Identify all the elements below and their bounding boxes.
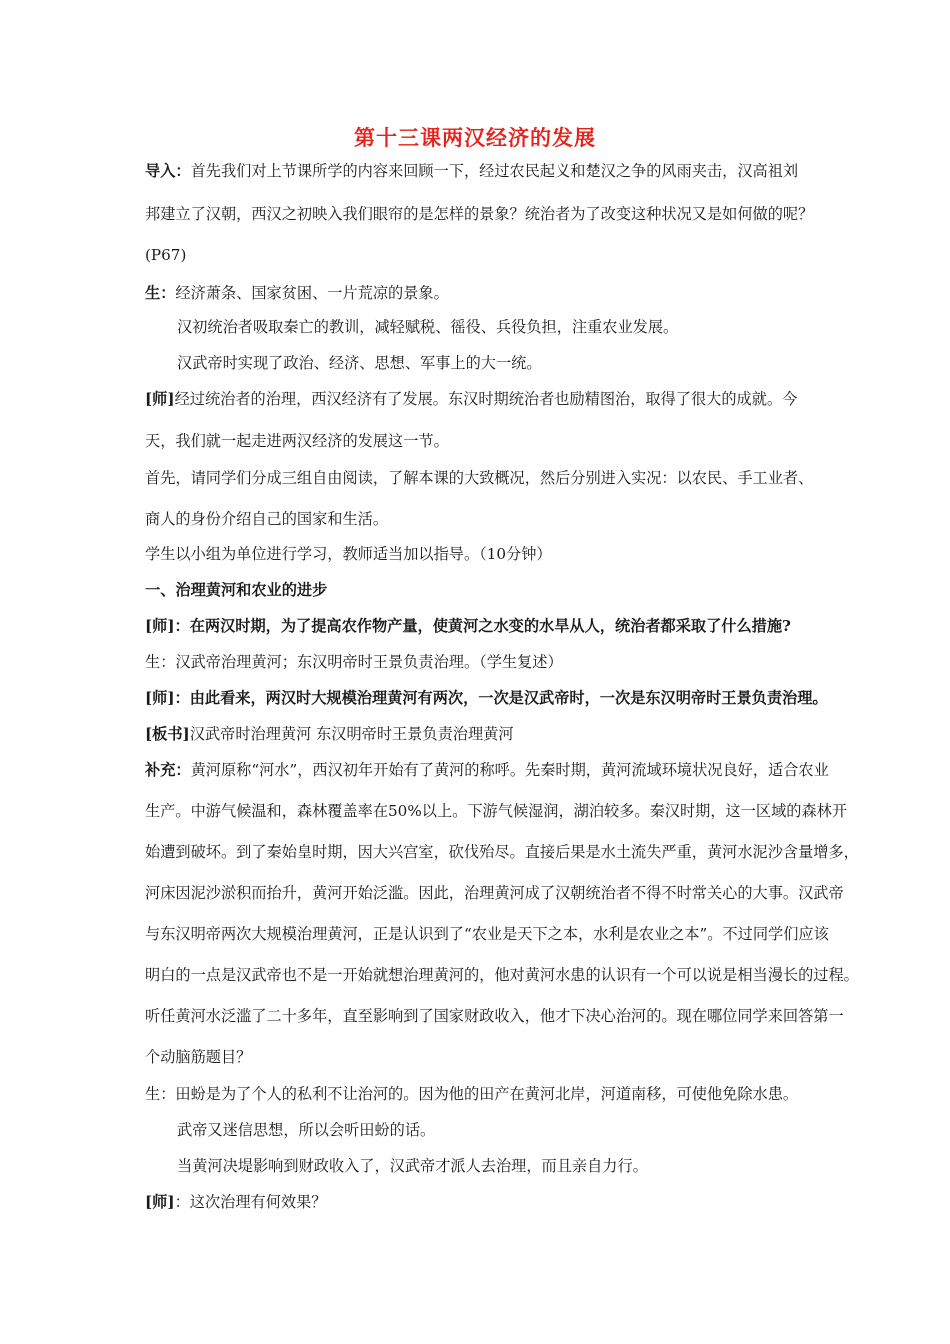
paragraph-line: 生产。中游气候温和，森林覆盖率在50%以上。下游气候湿润，湖泊较多。秦汉时期，这一区域的森林开 bbox=[145, 802, 848, 820]
paragraph-line: 学生以小组为单位进行学习，教师适当加以指导。（10分钟） bbox=[145, 545, 552, 563]
teacher-label: [师] bbox=[145, 390, 175, 408]
teacher-line bbox=[145, 1191, 937, 1213]
paragraph-line: 个动脑筋题目？ bbox=[145, 1048, 252, 1066]
teacher-question: [师]：在两汉时期，为了提高农作物产量，使黄河之水变的水旱从人，统治者都采取了什么措施? bbox=[145, 617, 791, 635]
paragraph-line: 明白的一点是汉武帝也不是一开始就想治理黄河的，他对黄河水患的认识有一个可以说是相当漫长的过程。 bbox=[145, 966, 859, 984]
paragraph-text: ：这次治理有何效果？ bbox=[174, 1193, 327, 1211]
paragraph-line: 邦建立了汉朝，西汉之初映入我们眼帘的是怎样的景象？统治者为了改变这种状况又是如何做的呢？ bbox=[145, 205, 814, 223]
intro-line bbox=[145, 160, 937, 182]
student-answer-line: 武帝又迷信思想，所以会听田蚡的话。 bbox=[177, 1121, 436, 1139]
supplement-line bbox=[145, 759, 937, 781]
paragraph-text: 黄河原称“河水”，西汉初年开始有了黄河的称呼。先秦时期，黄河流域环境状况良好，适合农业 bbox=[190, 761, 829, 779]
student-answer-line: 当黄河决堤影响到财政收入了，汉武帝才派人去治理，而且亲自力行。 bbox=[177, 1157, 648, 1175]
paragraph-line: 首先，请同学们分成三组自由阅读，了解本课的大致概况，然后分别进入实况：以农民、手工业者、 bbox=[145, 469, 814, 487]
student-label: 生： bbox=[145, 284, 176, 302]
student-answer-line: 生：汉武帝治理黄河；东汉明帝时王景负责治理。（学生复述） bbox=[145, 653, 563, 671]
paragraph-text: 汉武帝时治理黄河 东汉明帝时王景负责治理黄河 bbox=[189, 725, 514, 743]
supplement-label: 补充： bbox=[145, 761, 191, 779]
student-answer-line bbox=[145, 282, 937, 304]
intro-label: 导入： bbox=[145, 162, 191, 180]
page-reference: (P67) bbox=[145, 246, 187, 264]
paragraph-text: 经过统治者的治理，西汉经济有了发展。东汉时期统治者也励精图治，取得了很大的成就。今 bbox=[174, 390, 798, 408]
paragraph-line: 河床因泥沙淤积而抬升，黄河开始泛滥。因此，治理黄河成了汉朝统治者不得不时常关心的大事。汉武帝 bbox=[145, 884, 844, 902]
paragraph-line: 天，我们就一起走进两汉经济的发展这一节。 bbox=[145, 432, 449, 450]
teacher-line: [师]：由此看来，两汉时大规模治理黄河有两次，一次是汉武帝时，一次是东汉明帝时王景负责治理。 bbox=[145, 689, 828, 707]
student-answer-line: 汉初统治者吸取秦亡的教训，减轻赋税、徭役、兵役负担，注重农业发展。 bbox=[177, 318, 679, 336]
paragraph-line: 商人的身份介绍自己的国家和生活。 bbox=[145, 510, 388, 528]
paragraph-text: 经济萧条、国家贫困、一片荒凉的景象。 bbox=[175, 284, 449, 302]
paragraph-text: 首先我们对上节课所学的内容来回顾一下，经过农民起义和楚汉之争的风雨夹击，汉高祖刘 bbox=[190, 162, 799, 180]
section-heading: 一、治理黄河和农业的进步 bbox=[145, 581, 328, 599]
student-answer-line: 汉武帝时实现了政治、经济、思想、军事上的大一统。 bbox=[177, 354, 542, 372]
teacher-label: [师] bbox=[145, 1193, 175, 1211]
paragraph-line: 听任黄河水泛滥了二十多年，直至影响到了国家财政收入，他才下决心治河的。现在哪位同学来回答第一 bbox=[145, 1007, 844, 1025]
blackboard-label: [板书] bbox=[145, 725, 190, 743]
lesson-title: 第十三课两汉经济的发展 bbox=[354, 125, 596, 150]
paragraph-line: 始遭到破坏。到了秦始皇时期，因大兴宫室，砍伐殆尽。直接后果是水土流失严重，黄河水泥沙含量增多， bbox=[145, 843, 859, 861]
paragraph-line: 与东汉明帝两次大规模治理黄河，正是认识到了“农业是天下之本，水利是农业之本”。不过同学们应该 bbox=[145, 925, 829, 943]
student-answer-line: 生：田蚡是为了个人的私利不让治河的。因为他的田产在黄河北岸，河道南移，可使他免除水患。 bbox=[145, 1085, 799, 1103]
teacher-line bbox=[145, 388, 937, 410]
blackboard-line bbox=[145, 723, 937, 745]
